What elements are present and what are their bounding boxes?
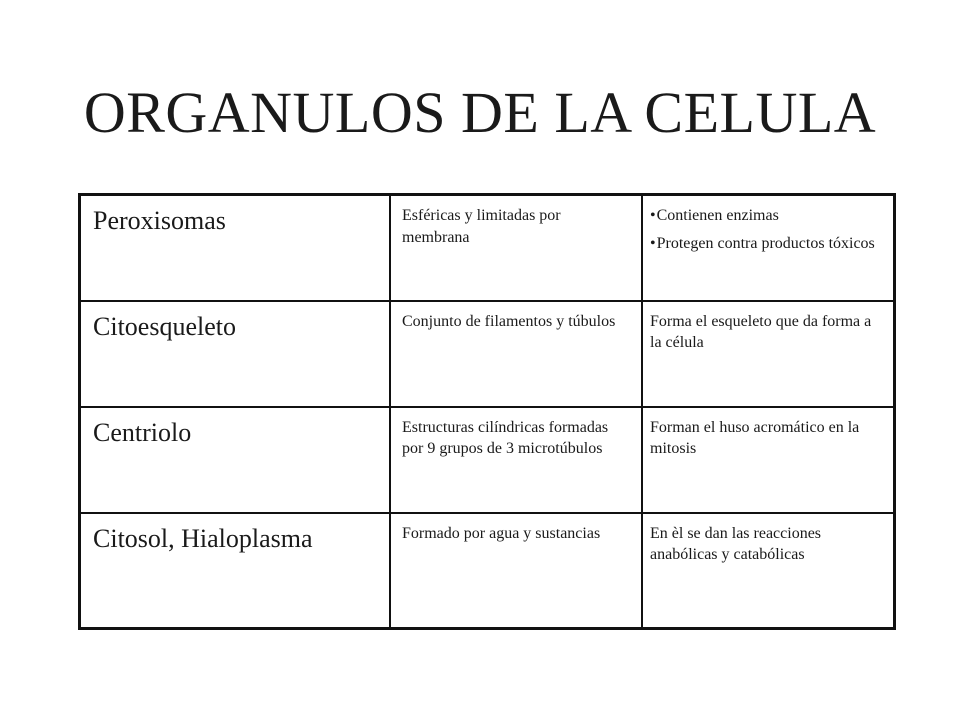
description-cell [390,301,642,407]
function-bullet: • Protegen contra productos tóxicos [650,233,885,255]
organelle-description: Formado por agua y sustancias [402,524,601,542]
organelle-name: Centriolo [93,417,192,447]
function-cell [642,407,895,513]
organelles-table [78,193,896,630]
table-row [80,513,895,629]
organelle-function: Forma el esqueleto que da forma a la célula [650,312,872,352]
organelle-name: Peroxisomas [93,206,226,235]
organelle-function [643,196,893,254]
organelle-name-cell [80,407,391,513]
description-cell [390,195,642,301]
function-bullet-list [650,205,885,254]
description-cell [390,407,642,513]
organelle-name-cell [80,301,391,407]
organelle-function: En èl se dan las reacciones anabólicas y catabólicas [650,524,822,564]
organelle-name-cell [80,513,391,629]
organelle-description: Esféricas y limitadas por membrana [402,207,561,246]
organelle-name-cell [80,195,391,301]
organelle-description: Estructuras cilíndricas formadas por 9 grupos de 3 microtúbulos [402,418,609,458]
function-cell [642,513,895,629]
function-cell [642,301,895,407]
description-cell [390,513,642,629]
organelle-name: Citosol, Hialoplasma [93,523,313,553]
organelle-description: Conjunto de filamentos y túbulos [402,312,616,330]
table-row [80,301,895,407]
function-bullet: • Contienen enzimas [650,205,885,227]
organelle-function: Forman el huso acromático en la mitosis [650,418,860,458]
table-row [80,195,895,301]
function-cell [642,195,895,301]
table-row [80,407,895,513]
organelle-name: Citoesqueleto [93,311,236,341]
page-title: ORGANULOS DE LA CELULA [83,80,877,145]
